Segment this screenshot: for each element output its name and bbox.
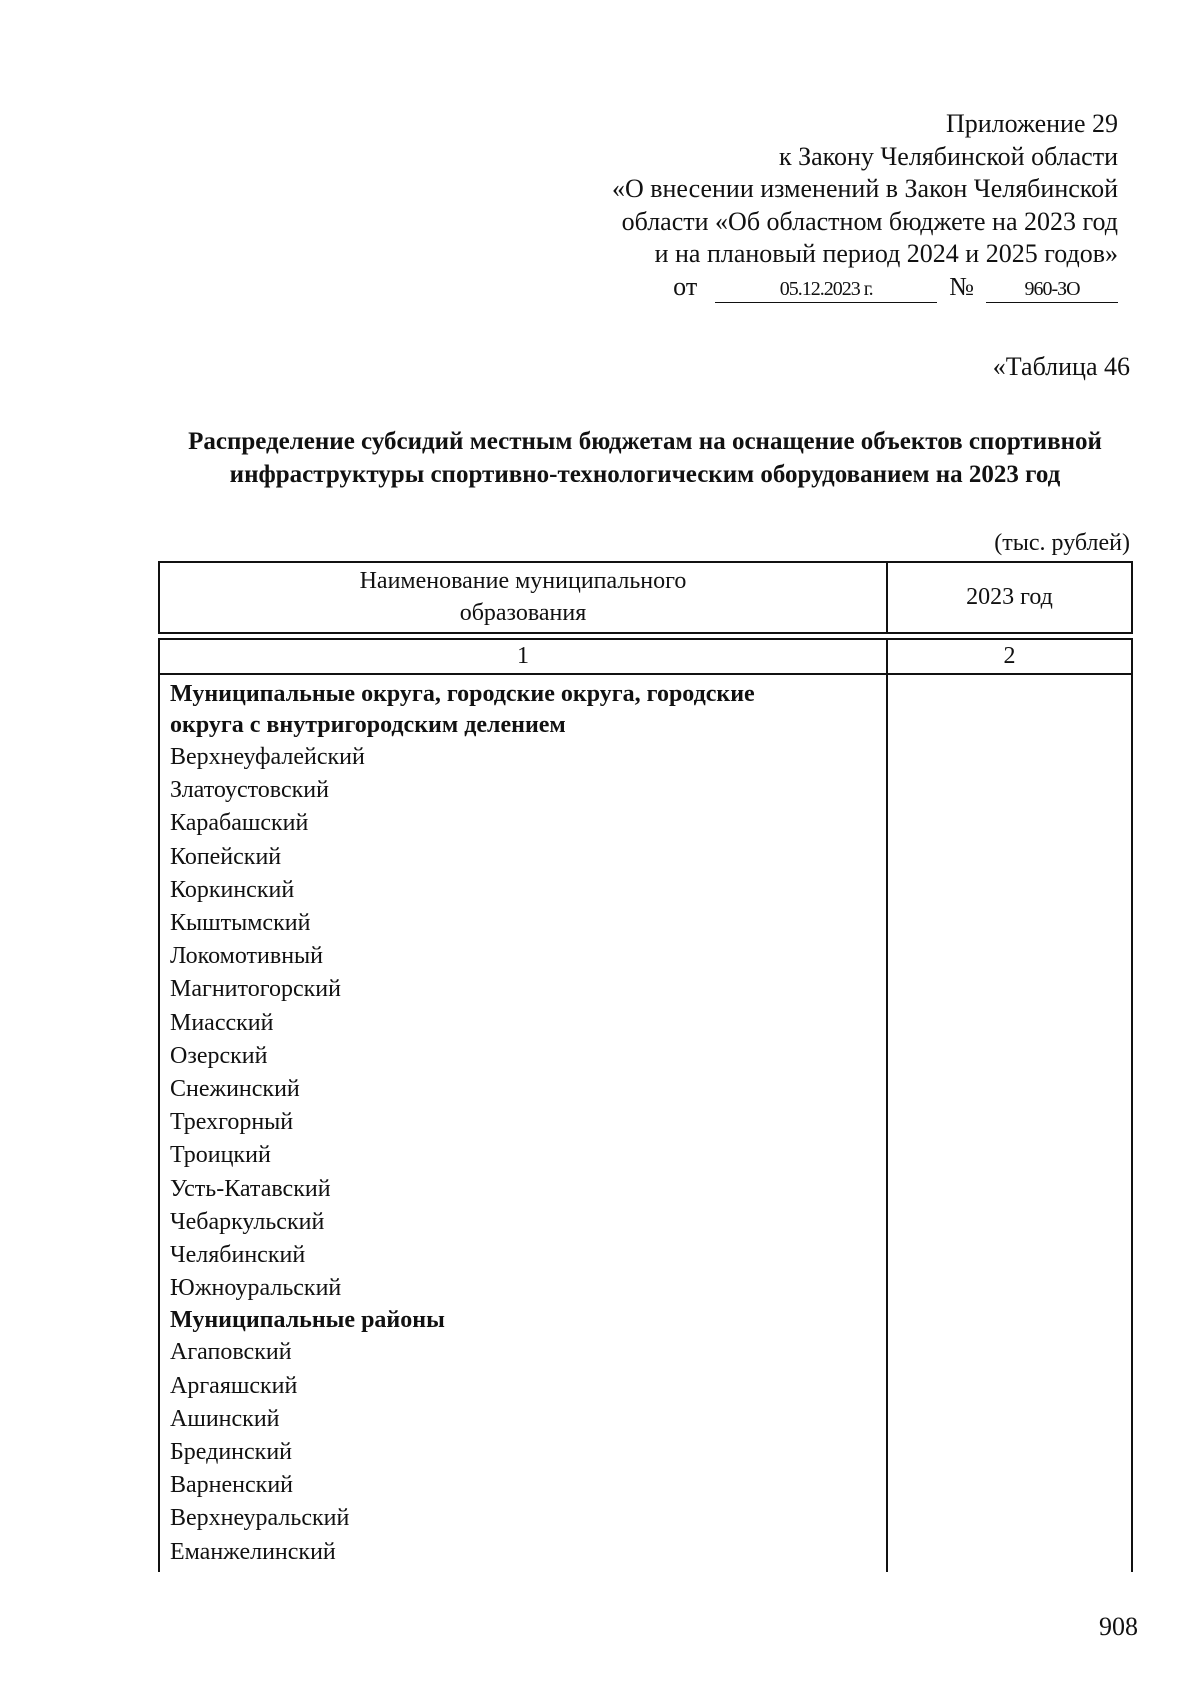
table-row: Челябинский [170, 1242, 306, 1269]
document-title [150, 425, 1140, 491]
table-row: Аргаяшский [170, 1372, 298, 1399]
table-row: Локомотивный [170, 943, 324, 970]
section-header-row: Муниципальные районы [170, 1307, 445, 1334]
table-row: Копейский [170, 843, 282, 870]
table-row: Еманжелинский [170, 1538, 336, 1565]
table-row: Варненский [170, 1472, 293, 1499]
table-row: Златоустовский [170, 777, 329, 804]
units-label: (тыс. рублей) [994, 530, 1130, 556]
number-sign: № [949, 271, 974, 301]
appendix-line: Приложение 29 [945, 109, 1118, 138]
header-name-line-2: образования [459, 600, 587, 626]
column-number-2: 2 [1003, 643, 1016, 669]
table-row: Чебаркульский [170, 1208, 325, 1235]
table-row: Агаповский [170, 1339, 292, 1366]
table-row: Верхнеуфалейский [170, 744, 365, 770]
table-row: Троицкий [170, 1142, 271, 1169]
table-row: Миасский [170, 1009, 274, 1036]
column-number-row [158, 638, 1133, 675]
table-row: Кыштымский [170, 910, 311, 937]
table-label: «Таблица 46 [992, 352, 1130, 381]
law-title-line-3: и на плановый период 2024 и 2025 годов» [654, 239, 1118, 268]
header-name-line-1: Наименование муниципального [359, 568, 687, 594]
title-line-1: Распределение субсидий местным бюджетам на оснащение объектов спортивной [188, 428, 1102, 455]
section-header-row: Муниципальные округа, городские округа, городские округа с внутригородским делением [170, 681, 755, 738]
header-name-column [160, 563, 888, 632]
table-row: Южноуральский [170, 1275, 342, 1302]
law-title-line-1: «О внесении изменений в Закон Челябинской [611, 174, 1118, 203]
table-row: Коркинский [170, 876, 295, 903]
title-line-2: инфраструктуры спортивно-технологическим оборудованием на 2023 год [229, 461, 1061, 488]
law-title-line-2: области «Об областном бюджете на 2023 год [621, 206, 1118, 236]
law-date: 05.12.2023 г. [715, 276, 937, 303]
page-number: 908 [1099, 1612, 1138, 1641]
table-row: Усть-Катавский [170, 1175, 331, 1202]
header-year-column: 2023 год [966, 584, 1053, 610]
table-row: Брединский [170, 1439, 293, 1466]
table-row: Трехгорный [170, 1109, 294, 1136]
table-row: Ашинский [170, 1405, 280, 1432]
table-body [158, 675, 1133, 1572]
table-row: Магнитогорский [170, 976, 341, 1003]
law-reference-block [558, 108, 1118, 303]
table-row: Озерский [170, 1042, 268, 1069]
table-row: Карабашский [170, 810, 309, 837]
table-header-row [158, 561, 1133, 634]
law-number: 960-ЗО [986, 276, 1118, 303]
date-number-line [558, 271, 1118, 304]
table-row: Снежинский [170, 1076, 300, 1103]
municipality-list [170, 679, 870, 1569]
subsidy-table [158, 561, 1133, 1572]
column-number-1: 1 [160, 640, 888, 673]
table-row: Верхнеуральский [170, 1505, 350, 1532]
law-line: к Закону Челябинской области [778, 141, 1118, 171]
from-label: от [673, 271, 698, 301]
column-divider [886, 675, 888, 1572]
